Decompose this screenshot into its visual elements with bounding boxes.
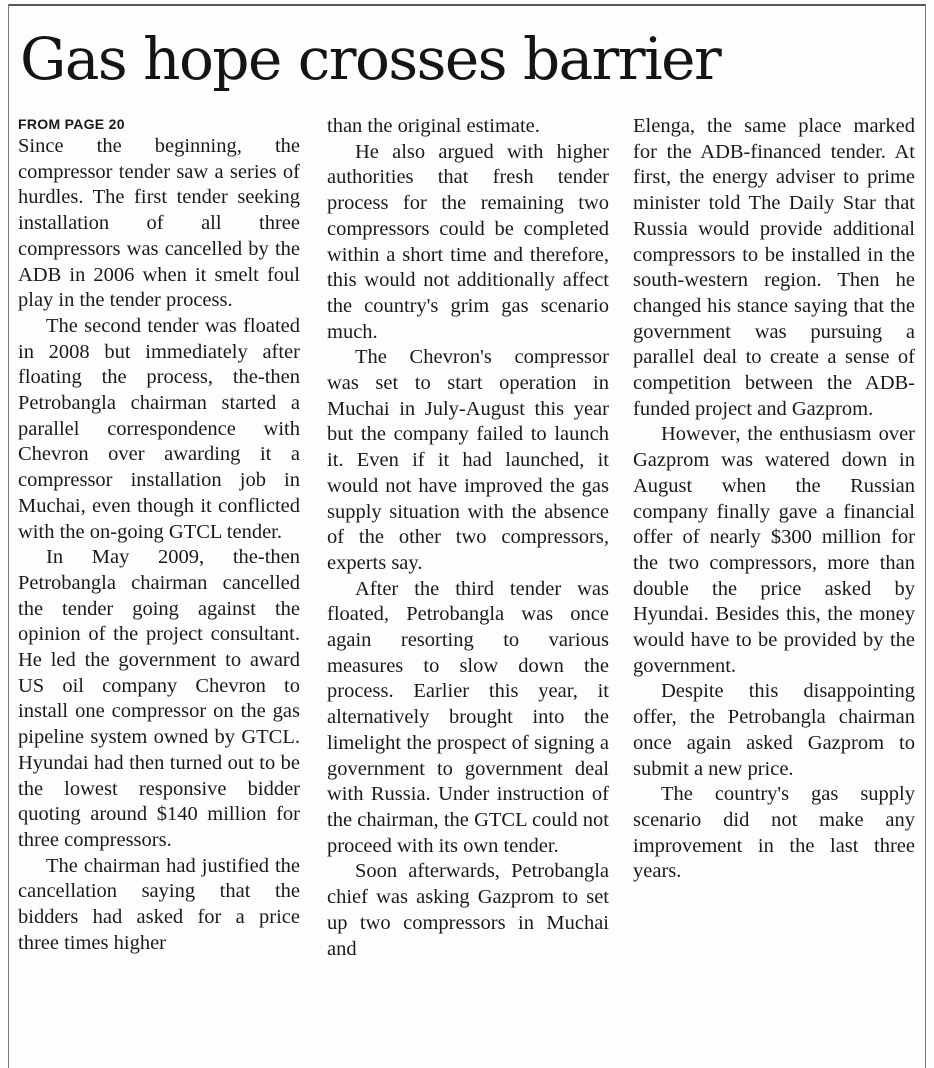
paragraph: The country's gas supply scenario did not make any improvement in the last three years. [633, 783, 915, 883]
paragraph: In May 2009, the-then Petrobangla chairman cancelled the tender going against the opinion of the project consultant. He led the government to award US oil company Chevron to install one compressor on the gas pipeline system owned by GTCL. Hyundai had then turned out to be the lowest responsive bidder quoting around $140 million for three compressors. [18, 546, 300, 851]
article-column-3 [633, 114, 915, 1068]
article-column-2 [327, 114, 609, 1068]
paragraph: Elenga, the same place marked for the ADB-financed tender. At first, the energy adviser to prime minister told The Daily Star that Russia would provide additional compressors to be installed in the south-western region. Then he changed his stance saying that the government was pursuing a parallel deal to create a sense of competition between the ADB-funded project and Gazprom. [633, 115, 915, 420]
paragraph: The chairman had justified the cancellation saying that the bidders had asked for a price three times higher [18, 854, 300, 954]
article-body [18, 114, 916, 1068]
paragraph: However, the enthusiasm over Gazprom was watered down in August when the Russian company finally gave a financial offer of nearly $300 million for the two compressors, more than double the price asked by Hyundai. Besides this, the money would have to be provided by the government. [633, 423, 915, 677]
article-column-1 [18, 114, 300, 1068]
paragraph: The second tender was floated in 2008 but immediately after floating the process, the-then Petrobangla chairman started a parallel correspondence with Chevron over awarding it a compressor installation job in Muchai, even though it conflicted with the on-going GTCL tender. [18, 314, 300, 543]
paragraph: He also argued with higher authorities that fresh tender process for the remaining two compressors could be completed within a short time and therefore, this would not additionally affect the country's grim gas scenario much. [327, 140, 609, 343]
right-border-rule [925, 4, 926, 1068]
paragraph: After the third tender was floated, Petrobangla was once again resorting to various measures to slow down the process. Earlier this year, it alternatively brought into the limelight the prospect of signing a government to government deal with Russia. Under instruction of the chairman, the GTCL could not proceed with its own tender. [327, 577, 609, 857]
top-border-rule [8, 4, 926, 6]
paragraph: than the original estimate. [327, 115, 540, 137]
paragraph: Soon afterwards, Petrobangla chief was asking Gazprom to set up two compressors in Muchai and [327, 860, 609, 960]
left-border-rule [8, 4, 9, 1068]
paragraph: The Chevron's compressor was set to start operation in Muchai in July-August this year but the company failed to launch it. Even if it had launched, it would not have improved the gas supply situation with the absence of the other two compressors, experts say. [327, 346, 609, 574]
paragraph: Since the beginning, the compressor tender saw a series of hurdles. The first tender seeking installation of all three compressors was cancelled by the ADB in 2006 when it smelt foul play in the tender process. [18, 135, 300, 312]
paragraph: Despite this disappointing offer, the Petrobangla chairman once again asked Gazprom to submit a new price. [633, 680, 915, 780]
article-headline: Gas hope crosses barrier [20, 25, 721, 93]
continued-from-kicker: FROM PAGE 20 [18, 116, 125, 132]
